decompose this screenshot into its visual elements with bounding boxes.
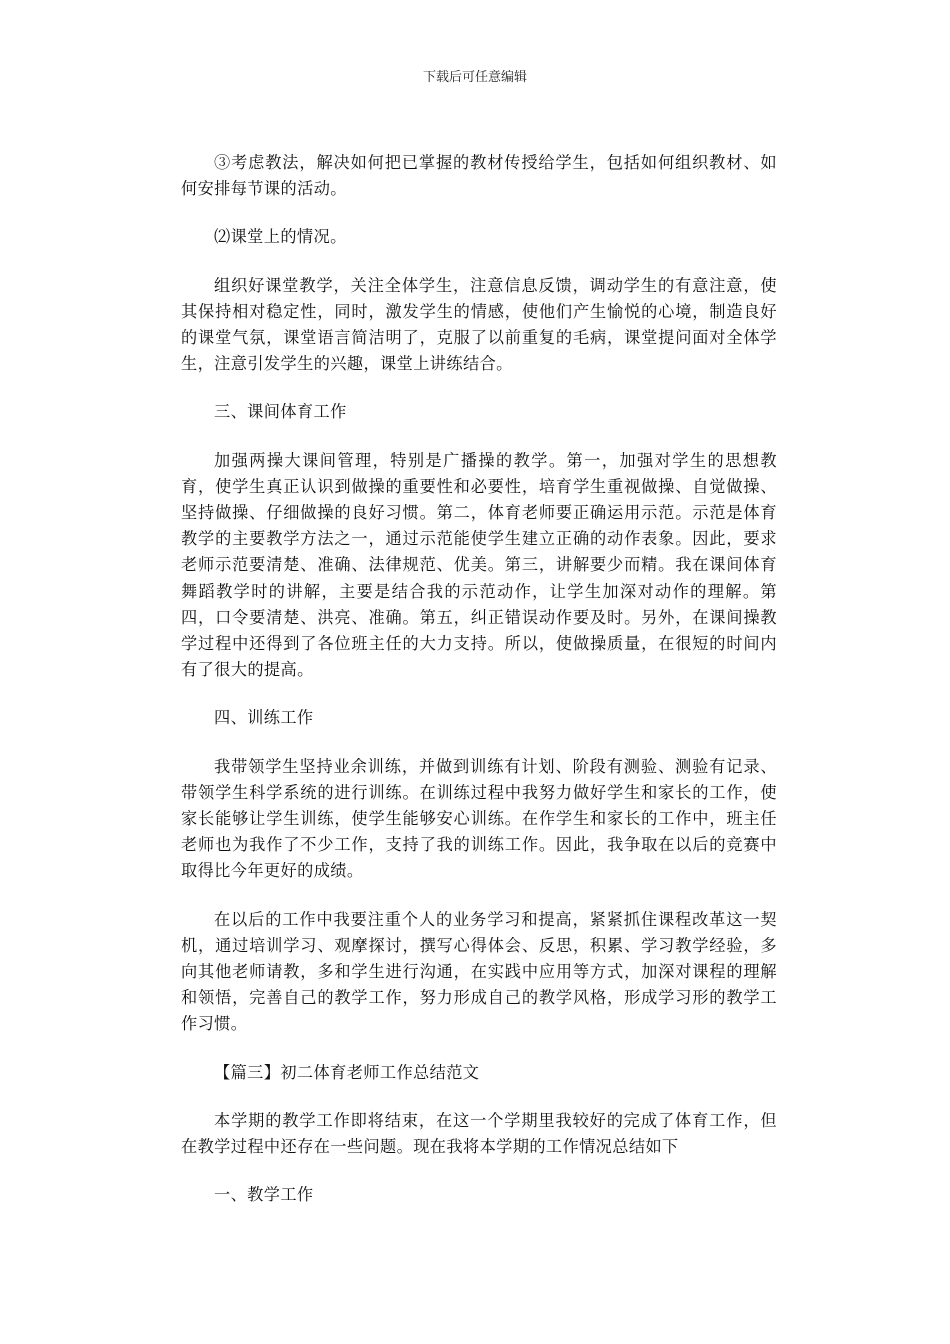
- article-title-part-three: 【篇三】初二体育老师工作总结范文: [214, 1062, 480, 1082]
- section-heading-teaching: 一、教学工作: [214, 1185, 314, 1205]
- section-heading-break-pe: 三、课间体育工作: [214, 402, 347, 422]
- paragraph-future-work: 在以后的工作中我要注重个人的业务学习和提高，紧紧抓住课程改革这一契机，通过培训学习、观摩探讨，撰写心得体会、反思，积累、学习教学经验，多向其他老师请教，多和学生进行沟通，在实践中应用等方式，加深对课程的理解和领悟，完善自己的教学工作，努力形成自己的教学风格，形成学习形的教学工作习惯。: [181, 909, 777, 1034]
- paragraph-training-work: 我带领学生坚持业余训练，并做到训练有计划、阶段有测验、测验有记录、带领学生科学系统的进行训练。在训练过程中我努力做好学生和家长的工作，使家长能够让学生训练，使学生能够安心训练。在作学生和家长的工作中，班主任老师也为我作了不少工作，支持了我的训练工作。因此，我争取在以后的竞赛中取得比今年更好的成绩。: [181, 756, 777, 881]
- document-body: [181, 150, 777, 1209]
- paragraph-semester-intro: 本学期的教学工作即将结束，在这一个学期里我较好的完成了体育工作，但在教学过程中还存在一些问题。现在我将本学期的工作情况总结如下: [181, 1110, 777, 1157]
- paragraph-exercise-management: 加强两操大课间管理，特别是广播操的教学。第一，加强对学生的思想教育，使学生真正认识到做操的重要性和必要性，培育学生重视做操、自觉做操、坚持做操、仔细做操的良好习惯。第二，体育老师要正确运用示范。示范是体育教学的主要教学方法之一，通过示范能使学生建立正确的动作表象。因此，要求老师示范要清楚、准确、法律规范、优美。第三，讲解要少而精。我在课间体育舞蹈教学时的讲解，主要是结合我的示范动作，让学生加深对动作的理解。第四，口令要清楚、洪亮、准确。第五，纠正错误动作要及时。另外，在课间操教学过程中还得到了各位班主任的大力支持。所以，使做操质量，在很短的时间内有了很大的提高。: [181, 450, 777, 680]
- paragraph-teaching-method: ③考虑教法，解决如何把已掌握的教材传授给学生，包括如何组织教材、如何安排每节课的活动。: [181, 153, 777, 199]
- paragraph-classroom-teaching: 组织好课堂教学，关注全体学生，注意信息反馈，调动学生的有意注意，使其保持相对稳定性，同时，激发学生的情感，使他们产生愉悦的心境，制造良好的课堂气氛，课堂语言简洁明了，克服了以前重复的毛病，课堂提问面对全体学生，注意引发学生的兴趣，课堂上讲练结合。: [181, 275, 777, 374]
- header-note: 下载后可任意编辑: [422, 70, 527, 85]
- paragraph-classroom-heading: ⑵课堂上的情况。: [214, 227, 347, 247]
- section-heading-training: 四、训练工作: [214, 708, 314, 728]
